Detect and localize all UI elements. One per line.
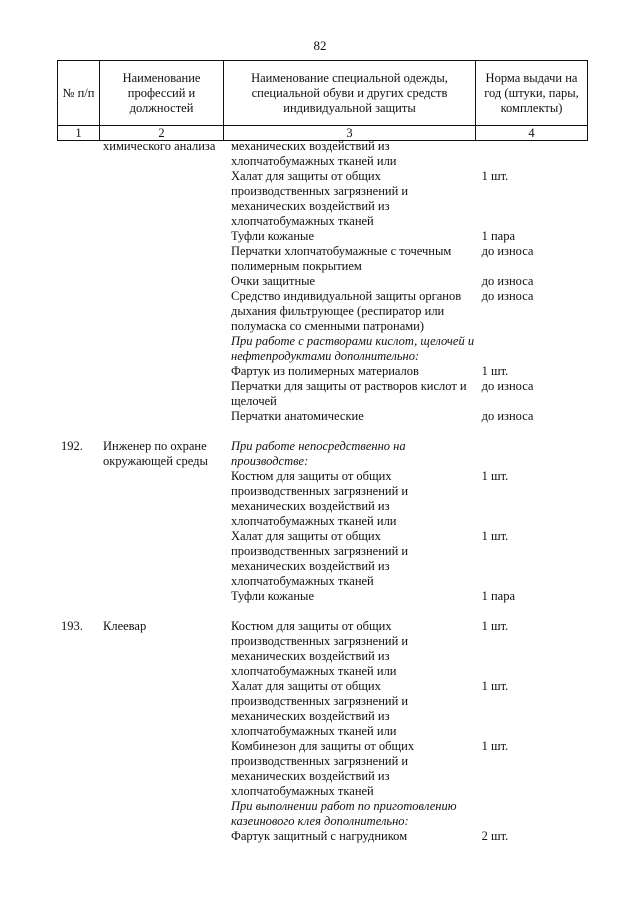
item-list xyxy=(231,439,587,604)
condition-note: При работе с растворами кислот, щелочей и нефтепродуктами дополнительно: xyxy=(231,334,475,363)
row-spacer xyxy=(57,604,587,619)
table-row xyxy=(57,439,587,604)
list-item xyxy=(231,679,587,739)
list-item xyxy=(231,364,587,379)
row-number: 192. xyxy=(61,439,83,453)
item-norm: до износа xyxy=(481,379,534,393)
item-norm: 1 шт. xyxy=(481,364,509,378)
item-norm: до износа xyxy=(481,289,534,303)
item-name: Перчатки хлопчатобумажные с точечным полимерным покрытием xyxy=(231,244,452,273)
list-item xyxy=(231,799,587,829)
header-num-3: 3 xyxy=(224,126,476,141)
table-row xyxy=(57,619,587,844)
item-norm: 1 шт. xyxy=(481,619,509,633)
item-norm xyxy=(480,334,587,364)
list-item xyxy=(231,229,587,244)
item-norm: 1 шт. xyxy=(481,469,509,483)
header-num-4: 4 xyxy=(476,126,588,141)
list-item xyxy=(231,739,587,799)
item-norm: до износа xyxy=(481,274,534,288)
list-item xyxy=(231,409,587,424)
item-norm: 1 шт. xyxy=(481,739,509,753)
list-item xyxy=(231,829,587,844)
item-name: Костюм для защиты от общих производственных загрязнений и механических воздействий из хлопчатобумажных тканей или xyxy=(231,619,409,678)
item-name: Костюм для защиты от общих производственных загрязнений и механических воздействий из хлопчатобумажных тканей или xyxy=(231,469,409,528)
header-col-norm: Норма выдачи на год (штуки, пары, комплекты) xyxy=(476,61,588,126)
item-norm: 1 пара xyxy=(481,589,516,603)
item-name: Комбинезон для защиты от общих производственных загрязнений и механических воздействий из хлопчатобумажных тканей xyxy=(231,739,415,798)
row-number: 193. xyxy=(61,619,83,633)
item-list xyxy=(231,619,587,844)
item-norm: 1 шт. xyxy=(481,679,509,693)
item-norm xyxy=(480,439,587,469)
item-name: Туфли кожаные xyxy=(231,229,314,243)
item-norm: до износа xyxy=(481,244,534,258)
item-name: Халат для защиты от общих производственных загрязнений и механических воздействий из хлопчатобумажных тканей xyxy=(231,169,409,228)
item-norm xyxy=(480,139,587,169)
list-item xyxy=(231,439,587,469)
row-spacer xyxy=(57,424,587,439)
item-norm xyxy=(480,799,587,829)
list-item xyxy=(231,334,587,364)
header-num-1: 1 xyxy=(58,126,100,141)
page-number: 82 xyxy=(313,38,327,53)
header-row xyxy=(58,61,588,126)
list-item xyxy=(231,169,587,229)
header-num-2: 2 xyxy=(100,126,224,141)
list-item xyxy=(231,379,587,409)
list-item xyxy=(231,469,587,529)
list-item xyxy=(231,289,587,334)
item-name: Средство индивидуальной защиты органов дыхания фильтрующее (респиратор или полумаска со сменными патронами) xyxy=(231,289,462,333)
item-name: Перчатки для защиты от растворов кислот и щелочей xyxy=(231,379,467,408)
header-col-clothing: Наименование специальной одежды, специальной обуви и других средств индивидуальной защиты xyxy=(224,61,476,126)
row-number xyxy=(57,139,99,424)
item-name: Очки защитные xyxy=(231,274,316,288)
item-list xyxy=(231,139,587,424)
header-col-profession: Наименование профессий и должностей xyxy=(100,61,224,126)
profession-name: Клеевар xyxy=(103,619,147,633)
item-name: Халат для защиты от общих производственных загрязнений и механических воздействий из хлопчатобумажных тканей или xyxy=(231,679,409,738)
item-norm: 1 шт. xyxy=(481,529,509,543)
table-row xyxy=(57,139,587,424)
condition-note: При выполнении работ по приготовлению казеинового клея дополнительно: xyxy=(231,799,457,828)
profession-name: химического анализа xyxy=(103,139,216,153)
profession-name: Инженер по охране окружающей среды xyxy=(103,439,208,468)
item-name: Туфли кожаные xyxy=(231,589,314,603)
list-item xyxy=(231,589,587,604)
item-norm: 1 шт. xyxy=(481,169,509,183)
list-item xyxy=(231,139,587,169)
item-norm: 2 шт. xyxy=(481,829,509,843)
condition-note: При работе непосредственно на производстве: xyxy=(231,439,406,468)
table-header xyxy=(57,60,588,141)
list-item xyxy=(231,529,587,589)
list-item xyxy=(231,619,587,679)
item-name: Халат для защиты от общих производственных загрязнений и механических воздействий из хлопчатобумажных тканей xyxy=(231,529,409,588)
item-name: Фартук защитный с нагрудником xyxy=(231,829,408,843)
item-name: механических воздействий из хлопчатобумажных тканей или xyxy=(231,139,397,168)
item-norm: 1 пара xyxy=(481,229,516,243)
item-norm: до износа xyxy=(481,409,534,423)
table-body xyxy=(57,139,587,844)
item-name: Фартук из полимерных материалов xyxy=(231,364,419,378)
list-item xyxy=(231,274,587,289)
list-item xyxy=(231,244,587,274)
item-name: Перчатки анатомические xyxy=(231,409,364,423)
header-col-number: № п/п xyxy=(58,61,100,126)
